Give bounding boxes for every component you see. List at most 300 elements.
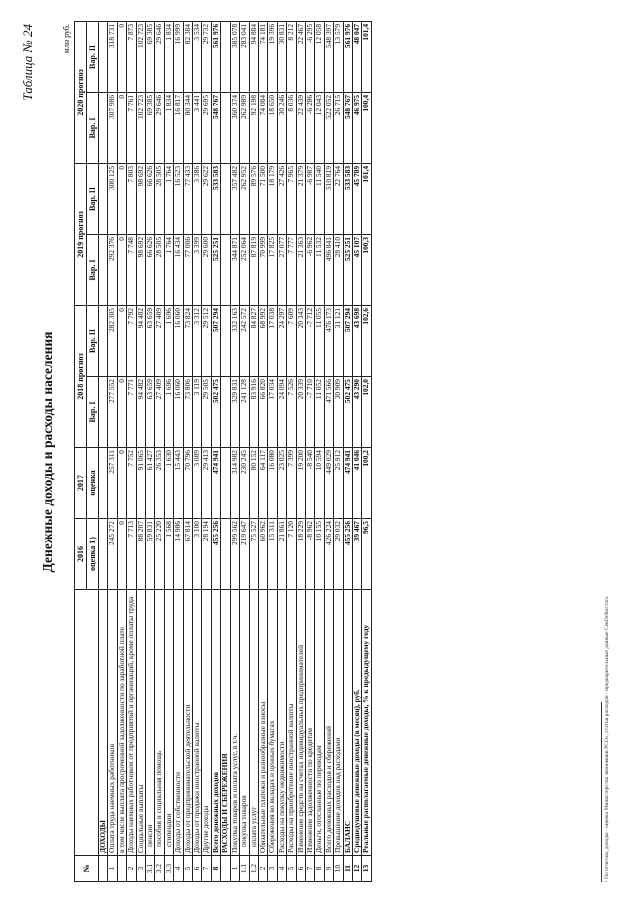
row-value: 344 871 bbox=[230, 234, 239, 305]
row-value: 3 441 bbox=[193, 92, 202, 163]
row-value: 61 427 bbox=[146, 448, 155, 519]
row-label: Реальные располагаемые денежные доходы, % к предыдущему году bbox=[362, 590, 371, 856]
table-row bbox=[211, 21, 220, 881]
row-value: 561 976 bbox=[211, 21, 220, 92]
row-value: 75 527 bbox=[249, 519, 258, 590]
row-value: 94 884 bbox=[249, 21, 258, 92]
row-value: 27 409 bbox=[155, 377, 164, 448]
row-value: 73 824 bbox=[183, 305, 192, 376]
row-number: 8 bbox=[315, 856, 324, 882]
row-label: Изменение средств на счетах индивидуальных предпринимателей bbox=[296, 590, 305, 856]
row-label: Оплата труда наемных работников bbox=[108, 590, 117, 856]
row-number: 5 bbox=[183, 856, 192, 882]
row-value: 16 817 bbox=[174, 92, 183, 163]
row-value: 29 646 bbox=[155, 92, 164, 163]
row-value: 16 060 bbox=[174, 305, 183, 376]
row-value: 1 764 bbox=[164, 163, 173, 234]
row-value: 24 094 bbox=[277, 377, 286, 448]
row-value: 101,4 bbox=[362, 21, 371, 92]
row-value: 60 962 bbox=[258, 519, 267, 590]
header-2019-forecast: 2019 прогноз bbox=[75, 163, 87, 305]
row-value: 74 084 bbox=[258, 92, 267, 163]
header-2018-v1: Вар. I bbox=[87, 377, 99, 448]
row-value: 241 128 bbox=[240, 377, 249, 448]
row-label: Социальные выплаты bbox=[136, 590, 145, 856]
row-value: 100,3 bbox=[362, 234, 371, 305]
header-label bbox=[75, 590, 99, 856]
row-number: 5 bbox=[287, 856, 296, 882]
document-title: Денежные доходы и расходы населения bbox=[40, 331, 55, 573]
row-label: Всего денежных расходов и сбережений bbox=[324, 590, 333, 856]
table-row bbox=[249, 21, 258, 881]
row-label: Доходы от предпринимательской деятельности bbox=[183, 590, 192, 856]
row-value: 102,6 bbox=[362, 305, 371, 376]
row-label: Среднедушевые денежные доходы (в месяц), руб. bbox=[352, 590, 361, 856]
row-value: -8 540 bbox=[305, 448, 314, 519]
row-value: 548 767 bbox=[343, 92, 352, 163]
row-value: 8 212 bbox=[287, 21, 296, 92]
row-value: 21 363 bbox=[296, 234, 305, 305]
table-row bbox=[362, 21, 371, 881]
row-value: 15 311 bbox=[268, 519, 277, 590]
row-label: Изменение задолженности по кредитам bbox=[305, 590, 314, 856]
row-value: 16 080 bbox=[268, 448, 277, 519]
row-value: 7 752 bbox=[127, 448, 136, 519]
row-number bbox=[221, 856, 230, 882]
row-value: 80 344 bbox=[183, 92, 192, 163]
row-value: 100,4 bbox=[362, 92, 371, 163]
header-2020-forecast: 2020 прогноз bbox=[75, 21, 87, 163]
row-value: 471 566 bbox=[324, 377, 333, 448]
row-label: в том числе выплата просроченной задолженности по заработной плате bbox=[117, 590, 126, 856]
row-value: 3 089 bbox=[193, 448, 202, 519]
row-label: покупка товаров bbox=[240, 590, 249, 856]
row-value: 29 600 bbox=[202, 234, 211, 305]
row-value: 29 622 bbox=[202, 163, 211, 234]
header-2017: 2017 bbox=[75, 448, 87, 519]
row-value: 31 121 bbox=[334, 305, 343, 376]
row-value: 230 245 bbox=[240, 448, 249, 519]
row-value: 502 475 bbox=[343, 377, 352, 448]
row-value: 29 032 bbox=[334, 519, 343, 590]
header-2019-v1: Вар. I bbox=[87, 234, 99, 305]
row-value: 7 803 bbox=[127, 163, 136, 234]
row-label: Другие доходы bbox=[202, 590, 211, 856]
row-value: 102,0 bbox=[362, 377, 371, 448]
row-value: 329 831 bbox=[230, 377, 239, 448]
row-value: 29 505 bbox=[202, 377, 211, 448]
row-number: 3.2 bbox=[155, 856, 164, 882]
row-value: 7 748 bbox=[127, 234, 136, 305]
row-value: -6 987 bbox=[305, 163, 314, 234]
row-value: 0 bbox=[117, 448, 126, 519]
row-label: Покупка товаров и оплата услуг, в т.ч. bbox=[230, 590, 239, 856]
row-value: 41 046 bbox=[352, 448, 361, 519]
row-value: 277 552 bbox=[108, 377, 117, 448]
row-value: 102 723 bbox=[136, 92, 145, 163]
row-value: 0 bbox=[117, 163, 126, 234]
row-value bbox=[221, 163, 230, 234]
row-value: 63 659 bbox=[146, 305, 155, 376]
row-value: 283 041 bbox=[240, 21, 249, 92]
row-label: Всего денежных доходов bbox=[211, 590, 220, 856]
row-value: 59 831 bbox=[146, 519, 155, 590]
row-value: 7 777 bbox=[287, 234, 296, 305]
row-value: 66 820 bbox=[258, 377, 267, 448]
row-label: Деньги, отосланные по переводам bbox=[315, 590, 324, 856]
row-value: -8 962 bbox=[305, 519, 314, 590]
row-label: Превышение доходов над расходами bbox=[334, 590, 343, 856]
row-number: 10 bbox=[334, 856, 343, 882]
row-value: 30 909 bbox=[334, 377, 343, 448]
row-value bbox=[221, 234, 230, 305]
row-value: 25 912 bbox=[334, 448, 343, 519]
row-value: 474 941 bbox=[211, 448, 220, 519]
row-value: 522 052 bbox=[324, 92, 333, 163]
row-value: 502 475 bbox=[211, 377, 220, 448]
row-value: 292 376 bbox=[108, 234, 117, 305]
table-row bbox=[127, 21, 136, 881]
row-value: 7 609 bbox=[287, 305, 296, 376]
row-number: 8 bbox=[211, 856, 220, 882]
row-value: 64 117 bbox=[258, 448, 267, 519]
row-value: 77 006 bbox=[183, 234, 192, 305]
row-value bbox=[221, 448, 230, 519]
row-value: 45 789 bbox=[352, 163, 361, 234]
row-number: 4 bbox=[277, 856, 286, 882]
row-value: 385 078 bbox=[230, 21, 239, 92]
row-value: 17 038 bbox=[268, 305, 277, 376]
footnote: ¹ По отчетам, доходы - оценка Министерства экономики РСО», статьи расходов - предварительные данные СевОсКостата bbox=[604, 596, 610, 882]
row-value: 7 965 bbox=[287, 163, 296, 234]
row-value: 245 272 bbox=[108, 519, 117, 590]
row-value: 360 374 bbox=[230, 92, 239, 163]
table-row bbox=[108, 21, 117, 881]
row-number: 11 bbox=[343, 856, 352, 882]
row-value: 24 297 bbox=[277, 305, 286, 376]
row-value: 1 630 bbox=[164, 448, 173, 519]
table-body bbox=[99, 21, 372, 881]
row-number: 13 bbox=[362, 856, 371, 882]
row-value: 0 bbox=[117, 234, 126, 305]
row-label: РАСХОДЫ И СБЕРЕЖЕНИЯ bbox=[221, 590, 230, 856]
row-value: 10 594 bbox=[315, 448, 324, 519]
row-value: 20 343 bbox=[296, 305, 305, 376]
row-number: 1.2 bbox=[249, 856, 258, 882]
row-value: 318 731 bbox=[108, 21, 117, 92]
row-label: Сбережения во вкладах и ценных бумагах bbox=[268, 590, 277, 856]
row-value: 19 200 bbox=[296, 448, 305, 519]
row-value: 0 bbox=[117, 305, 126, 376]
row-value: 84 827 bbox=[249, 305, 258, 376]
row-value: 1 696 bbox=[164, 377, 173, 448]
row-value: 474 941 bbox=[343, 448, 352, 519]
row-value: 11 540 bbox=[315, 163, 324, 234]
row-number: 3.3 bbox=[164, 856, 173, 882]
row-value: 3 386 bbox=[193, 163, 202, 234]
row-label: пенсии bbox=[146, 590, 155, 856]
units-label: млн руб. bbox=[62, 24, 71, 54]
row-value: 7 771 bbox=[127, 377, 136, 448]
row-number: 6 bbox=[193, 856, 202, 882]
row-value: 7 873 bbox=[127, 21, 136, 92]
table-row bbox=[174, 21, 183, 881]
row-value: 455 256 bbox=[211, 519, 220, 590]
row-value: 77 433 bbox=[183, 163, 192, 234]
row-number: 7 bbox=[202, 856, 211, 882]
row-value: 7 526 bbox=[287, 377, 296, 448]
row-label: Расходы на приобретение иностранной валюты bbox=[287, 590, 296, 856]
row-value: 39 467 bbox=[352, 519, 361, 590]
header-num: № bbox=[75, 856, 99, 882]
row-value: 0 bbox=[117, 377, 126, 448]
row-value: 26 715 bbox=[334, 92, 343, 163]
row-value: 28 505 bbox=[155, 163, 164, 234]
row-label: ДОХОДЫ bbox=[99, 590, 108, 856]
row-value: 43 290 bbox=[352, 377, 361, 448]
row-value: 299 562 bbox=[230, 519, 239, 590]
row-value: 7 761 bbox=[127, 92, 136, 163]
row-value: 7 120 bbox=[287, 519, 296, 590]
row-value: 22 764 bbox=[334, 163, 343, 234]
header-2016: 2016 bbox=[75, 519, 87, 590]
row-value: 88 207 bbox=[136, 519, 145, 590]
row-value: 96,5 bbox=[362, 519, 371, 590]
table-row bbox=[315, 21, 324, 881]
row-value: 1 834 bbox=[164, 92, 173, 163]
row-label: БАЛАНС bbox=[343, 590, 352, 856]
row-value: 548 767 bbox=[211, 92, 220, 163]
row-label: пособия и социальная помощь bbox=[155, 590, 164, 856]
row-value: 100,2 bbox=[362, 448, 371, 519]
row-value: 83 916 bbox=[249, 377, 258, 448]
row-value: 257 311 bbox=[108, 448, 117, 519]
row-value: 3 100 bbox=[193, 519, 202, 590]
row-value: -6 286 bbox=[305, 92, 314, 163]
header-2018-v2: Вар. II bbox=[87, 305, 99, 376]
row-label: Обязательные платежи и разнообразные взносы bbox=[258, 590, 267, 856]
row-label: оплата услуг bbox=[249, 590, 258, 856]
row-number: 4 bbox=[174, 856, 183, 882]
row-value: 0 bbox=[117, 519, 126, 590]
row-value: 91 065 bbox=[136, 448, 145, 519]
header-2016-sub: оценка 1) bbox=[87, 519, 99, 590]
row-value: 48 047 bbox=[352, 21, 361, 92]
row-value: 300 125 bbox=[108, 163, 117, 234]
table-row bbox=[268, 21, 277, 881]
row-value: 21 861 bbox=[277, 519, 286, 590]
row-value: 510 819 bbox=[324, 163, 333, 234]
row-value: 15 443 bbox=[174, 448, 183, 519]
row-value: 87 819 bbox=[249, 234, 258, 305]
row-value: 30 831 bbox=[277, 21, 286, 92]
row-value: 27 077 bbox=[277, 234, 286, 305]
document-page bbox=[20, 22, 620, 882]
row-number: 1.1 bbox=[240, 856, 249, 882]
row-value: 29 413 bbox=[202, 448, 211, 519]
footnote-divider bbox=[601, 702, 602, 882]
row-value: 82 384 bbox=[183, 21, 192, 92]
row-value: 71 500 bbox=[258, 163, 267, 234]
row-value: 1 568 bbox=[164, 519, 173, 590]
row-value: 29 646 bbox=[155, 21, 164, 92]
row-value: 455 256 bbox=[343, 519, 352, 590]
row-value: 16 434 bbox=[174, 234, 183, 305]
row-value: 20 339 bbox=[296, 377, 305, 448]
row-value: 70 999 bbox=[258, 234, 267, 305]
row-value: 66 626 bbox=[146, 234, 155, 305]
row-value: 332 163 bbox=[230, 305, 239, 376]
row-value: 68 992 bbox=[258, 305, 267, 376]
row-value: 73 806 bbox=[183, 377, 192, 448]
row-value: 16 060 bbox=[174, 377, 183, 448]
row-value: 14 986 bbox=[174, 519, 183, 590]
row-value: 26 353 bbox=[155, 448, 164, 519]
row-value: 22 467 bbox=[296, 21, 305, 92]
row-value: 0 bbox=[117, 92, 126, 163]
row-value: 7 399 bbox=[287, 448, 296, 519]
row-value: 19 396 bbox=[268, 21, 277, 92]
row-number: 6 bbox=[296, 856, 305, 882]
row-value: 67 814 bbox=[183, 519, 192, 590]
row-number: 2 bbox=[258, 856, 267, 882]
row-value: 29 512 bbox=[202, 305, 211, 376]
table-row bbox=[155, 21, 164, 881]
row-value: 22 439 bbox=[296, 92, 305, 163]
row-value: 25 220 bbox=[155, 519, 164, 590]
header-2018-forecast: 2018 прогноз bbox=[75, 305, 87, 447]
row-value: 30 246 bbox=[277, 92, 286, 163]
row-value: 357 482 bbox=[230, 163, 239, 234]
table-row bbox=[287, 21, 296, 881]
row-value: 1 834 bbox=[164, 21, 173, 92]
row-number: 1 bbox=[230, 856, 239, 882]
row-value: 16 999 bbox=[174, 21, 183, 92]
row-number: 3 bbox=[136, 856, 145, 882]
row-value: 16 523 bbox=[174, 163, 183, 234]
row-value: 28 410 bbox=[334, 234, 343, 305]
row-value: 29 732 bbox=[202, 21, 211, 92]
row-value: 18 179 bbox=[268, 163, 277, 234]
row-value: 66 626 bbox=[146, 163, 155, 234]
row-number: 12 bbox=[352, 856, 361, 882]
row-value: 27 409 bbox=[155, 305, 164, 376]
row-value: 43 698 bbox=[352, 305, 361, 376]
row-value: 533 583 bbox=[211, 163, 220, 234]
row-value: 262 989 bbox=[240, 92, 249, 163]
row-value: 7 792 bbox=[127, 305, 136, 376]
row-value: 307 986 bbox=[108, 92, 117, 163]
row-label: Доходы от собственности bbox=[174, 590, 183, 856]
row-label: Доходы наемных работников от предприятий и организаций, кроме оплаты труда bbox=[127, 590, 136, 856]
header-2019-v2: Вар. II bbox=[87, 163, 99, 234]
row-value: 507 294 bbox=[343, 305, 352, 376]
row-value: -7 712 bbox=[305, 305, 314, 376]
row-number: 9 bbox=[324, 856, 333, 882]
row-value: 1 764 bbox=[164, 234, 173, 305]
table-row bbox=[202, 21, 211, 881]
row-value: 282 305 bbox=[108, 305, 117, 376]
row-value: 29 695 bbox=[202, 92, 211, 163]
row-value: 69 385 bbox=[146, 92, 155, 163]
header-row-years bbox=[75, 21, 87, 881]
row-value: 314 982 bbox=[230, 448, 239, 519]
header-2020-v1: Вар. I bbox=[87, 92, 99, 163]
row-value bbox=[221, 377, 230, 448]
row-value: 18 650 bbox=[268, 92, 277, 163]
row-value: 449 029 bbox=[324, 448, 333, 519]
row-value: 3 312 bbox=[193, 305, 202, 376]
row-value bbox=[221, 92, 230, 163]
row-value: 18 229 bbox=[296, 519, 305, 590]
row-value: 21 379 bbox=[296, 163, 305, 234]
row-value: 27 426 bbox=[277, 163, 286, 234]
row-value: 94 482 bbox=[136, 305, 145, 376]
row-value: 507 294 bbox=[211, 305, 220, 376]
row-value: 98 692 bbox=[136, 163, 145, 234]
table-row bbox=[240, 21, 249, 881]
row-value: -6 962 bbox=[305, 234, 314, 305]
row-value: 7 713 bbox=[127, 519, 136, 590]
row-number: 2 bbox=[127, 856, 136, 882]
row-value: 11 532 bbox=[315, 234, 324, 305]
row-label: Доходы от продажи иностранной валюты bbox=[193, 590, 202, 856]
row-value: 101,4 bbox=[362, 163, 371, 234]
row-value: 525 251 bbox=[211, 234, 220, 305]
row-value bbox=[221, 305, 230, 376]
income-expense-table bbox=[74, 21, 372, 882]
row-label: стипендии bbox=[164, 590, 173, 856]
row-value: 28 194 bbox=[202, 519, 211, 590]
row-value: 17 034 bbox=[268, 377, 277, 448]
row-value: 98 692 bbox=[136, 234, 145, 305]
row-value: 3 534 bbox=[193, 21, 202, 92]
row-value: 94 482 bbox=[136, 377, 145, 448]
row-value: 3 399 bbox=[193, 234, 202, 305]
row-value: 533 583 bbox=[343, 163, 352, 234]
row-number: 3 bbox=[268, 856, 277, 882]
row-value: 10 155 bbox=[315, 519, 324, 590]
row-value: 89 576 bbox=[249, 163, 258, 234]
row-value: 496 841 bbox=[324, 234, 333, 305]
row-value: 69 385 bbox=[146, 21, 155, 92]
row-value: 0 bbox=[117, 21, 126, 92]
header-2020-v2: Вар. II bbox=[87, 21, 99, 92]
row-value: 12 043 bbox=[315, 92, 324, 163]
row-value: 252 064 bbox=[240, 234, 249, 305]
row-value: 12 058 bbox=[315, 21, 324, 92]
row-value: 3 119 bbox=[193, 377, 202, 448]
row-value: 426 224 bbox=[324, 519, 333, 590]
row-value: 476 173 bbox=[324, 305, 333, 376]
row-value: 13 579 bbox=[334, 21, 343, 92]
row-value: -6 295 bbox=[305, 21, 314, 92]
row-value: 548 397 bbox=[324, 21, 333, 92]
row-value: 219 647 bbox=[240, 519, 249, 590]
row-value: -7 710 bbox=[305, 377, 314, 448]
row-value: 102 723 bbox=[136, 21, 145, 92]
row-number: 7 bbox=[305, 856, 314, 882]
row-value bbox=[221, 519, 230, 590]
row-value: 11 055 bbox=[315, 305, 324, 376]
row-value: 63 659 bbox=[146, 377, 155, 448]
table-number: Таблица № 24 bbox=[20, 24, 35, 101]
table-row bbox=[334, 21, 343, 881]
row-value: 8 036 bbox=[287, 92, 296, 163]
row-value: 28 505 bbox=[155, 234, 164, 305]
row-value: 561 976 bbox=[343, 21, 352, 92]
row-number: 1 bbox=[108, 856, 117, 882]
